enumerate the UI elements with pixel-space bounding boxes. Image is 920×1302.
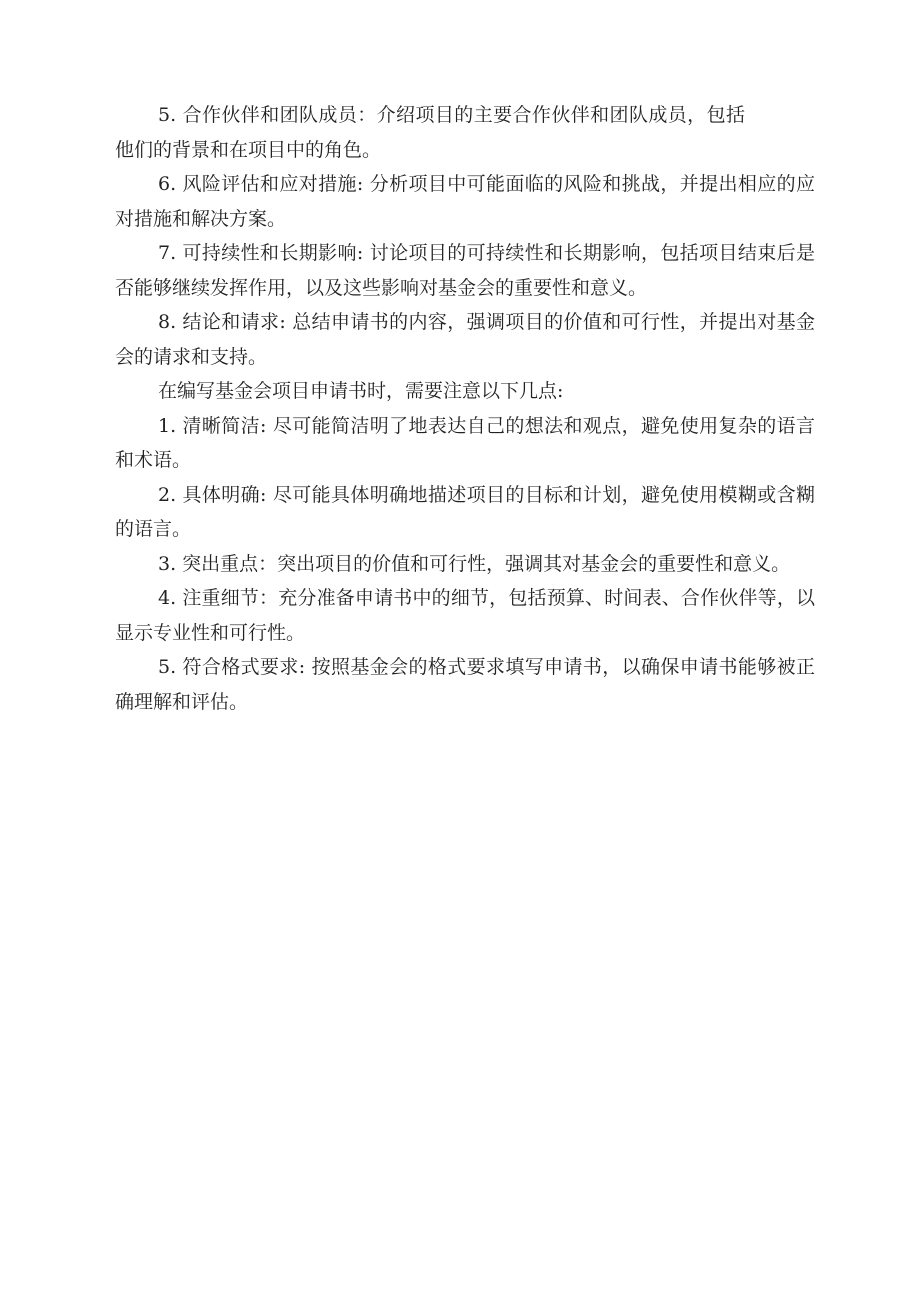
paragraph-conclusion: 8. 结论和请求: 总结申请书的内容，强调项目的价值和可行性，并提出对基金会的请求和支持。 xyxy=(115,311,815,368)
paragraph-details: 4. 注重细节：充分准备申请书中的细节，包括预算、时间表、合作伙伴等，以显示专业性和可行性。 xyxy=(115,587,815,644)
paragraph-clear-concise: 1. 清晰简洁: 尽可能简洁明了地表达自己的想法和观点，避免使用复杂的语言和术语。 xyxy=(115,414,815,471)
paragraph-risk: 6. 风险评估和应对措施: 分析项目中可能面临的风险和挑战，并提出相应的应对措施和解决方案。 xyxy=(115,173,815,230)
document-body xyxy=(115,98,815,719)
paragraph-sustainability: 7. 可持续性和长期影响: 讨论项目的可持续性和长期影响，包括项目结束后是否能够继续发挥作用，以及这些影响对基金会的重要性和意义。 xyxy=(115,242,815,299)
paragraph-highlight: 3. 突出重点：突出项目的价值和可行性，强调其对基金会的重要性和意义。 xyxy=(158,552,791,575)
paragraph-format: 5. 符合格式要求: 按照基金会的格式要求填写申请书，以确保申请书能够被正确理解和评估。 xyxy=(115,656,815,713)
paragraph-specific: 2. 具体明确: 尽可能具体明确地描述项目的目标和计划，避免使用模糊或含糊的语言。 xyxy=(115,483,815,540)
paragraph-partners: 5. 合作伙伴和团队成员：介绍项目的主要合作伙伴和团队成员，包括他们的背景和在项目中的角色。 xyxy=(115,104,745,161)
paragraph-notes-intro: 在编写基金会项目申请书时，需要注意以下几点: xyxy=(158,380,564,402)
